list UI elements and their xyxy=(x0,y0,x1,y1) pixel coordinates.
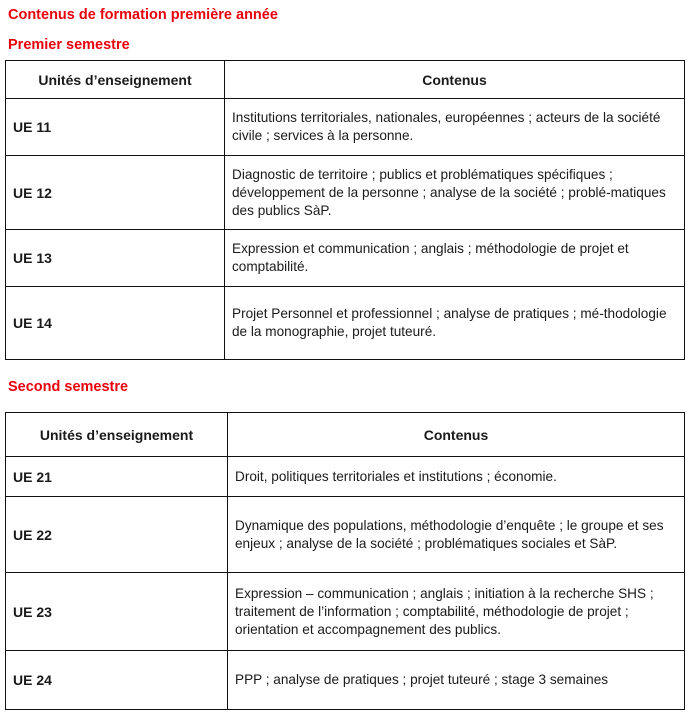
semester-heading-2: Second semestre xyxy=(8,379,129,395)
column-header-contents: Contenus xyxy=(228,413,685,457)
table-row xyxy=(6,651,685,710)
units-table-semester-1 xyxy=(5,60,685,360)
unit-contents: Dynamique des populations, méthodologie d’enquête ; le groupe et ses enjeux ; analyse de la société ; problématiques sociales et SàP. xyxy=(228,497,685,573)
unit-contents: Droit, politiques territoriales et institutions ; économie. xyxy=(228,457,685,497)
table-row xyxy=(6,457,685,497)
table-header-row xyxy=(6,413,685,457)
page-title: Contenus de formation première année xyxy=(8,7,278,23)
column-header-units: Unités d’enseignement xyxy=(6,413,228,457)
unit-contents: Projet Personnel et professionnel ; analyse de pratiques ; mé-thodologie de la monographie, projet tuteuré. xyxy=(225,287,685,360)
unit-code: UE 13 xyxy=(6,230,225,287)
unit-contents: Expression – communication ; anglais ; initiation à la recherche SHS ; traitement de l’information ; comptabilité, méthodologie de projet ; orientation et accompagnement des publics. xyxy=(228,573,685,651)
table-row xyxy=(6,573,685,651)
unit-contents: Diagnostic de territoire ; publics et problématiques spécifiques ; développement de la personne ; analyse de la société ; problé-matiques des publics SàP. xyxy=(225,156,685,230)
semester-heading-1: Premier semestre xyxy=(8,37,130,53)
column-header-units: Unités d’enseignement xyxy=(6,61,225,99)
unit-code: UE 12 xyxy=(6,156,225,230)
column-header-contents: Contenus xyxy=(225,61,685,99)
table-row xyxy=(6,156,685,230)
unit-code: UE 23 xyxy=(6,573,228,651)
unit-contents: Institutions territoriales, nationales, européennes ; acteurs de la société civile ; services à la personne. xyxy=(225,99,685,156)
table-row xyxy=(6,497,685,573)
unit-code: UE 22 xyxy=(6,497,228,573)
table-row xyxy=(6,230,685,287)
unit-code: UE 14 xyxy=(6,287,225,360)
table-row xyxy=(6,287,685,360)
unit-code: UE 21 xyxy=(6,457,228,497)
units-table-semester-2 xyxy=(5,412,685,710)
table-row xyxy=(6,99,685,156)
unit-contents: Expression et communication ; anglais ; méthodologie de projet et comptabilité. xyxy=(225,230,685,287)
table-header-row xyxy=(6,61,685,99)
unit-code: UE 24 xyxy=(6,651,228,710)
unit-code: UE 11 xyxy=(6,99,225,156)
unit-contents: PPP ; analyse de pratiques ; projet tuteuré ; stage 3 semaines xyxy=(228,651,685,710)
